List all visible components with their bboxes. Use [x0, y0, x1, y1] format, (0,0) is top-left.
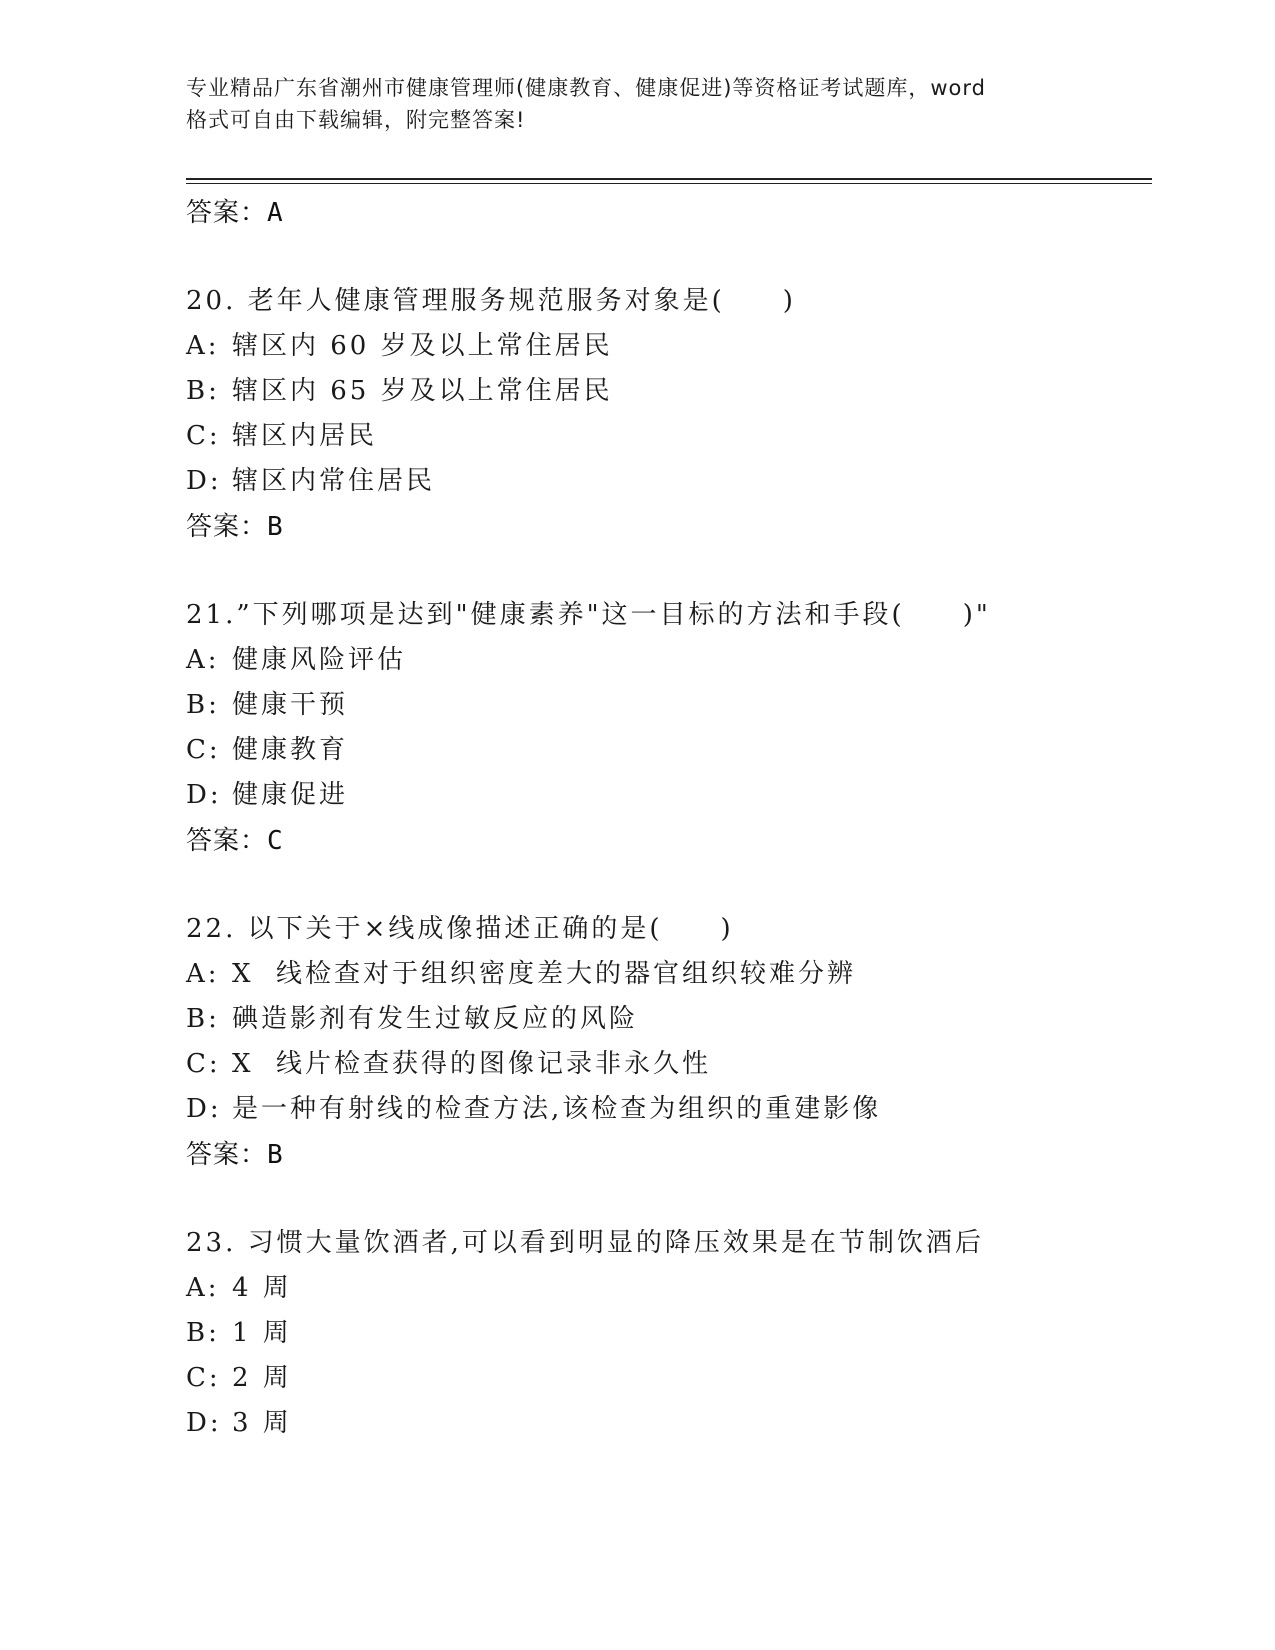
option-text: 健康教育 — [232, 735, 349, 765]
option-text: 碘造影剂有发生过敏反应的风险 — [232, 1004, 639, 1034]
option-key: C: — [186, 735, 221, 765]
option-key: D: — [186, 1094, 222, 1124]
question-option — [186, 1356, 1166, 1401]
option-key: A: — [186, 1273, 220, 1303]
answer-label: 答案： — [186, 512, 268, 542]
question-option — [186, 638, 1166, 683]
header-divider-thick — [186, 178, 1152, 180]
option-text: 1 周 — [232, 1318, 292, 1348]
question-option — [186, 1087, 1166, 1132]
answer-label: 答案： — [186, 198, 268, 228]
answer-value: A — [267, 198, 284, 228]
option-key: D: — [186, 466, 222, 496]
answer-line — [186, 818, 1166, 864]
option-key: C: — [186, 1363, 221, 1393]
answer-line — [186, 504, 1166, 550]
option-key: A: — [186, 645, 220, 675]
option-key: D: — [186, 780, 222, 810]
document-header — [186, 72, 1086, 136]
option-text: 3 周 — [232, 1408, 292, 1438]
answer-line — [186, 1132, 1166, 1178]
question-option — [186, 369, 1166, 414]
question-option — [186, 728, 1166, 773]
option-text: 辖区内 65 岁及以上常住居民 — [232, 376, 613, 406]
answer-value: B — [267, 512, 284, 542]
question-list — [186, 190, 1166, 1446]
question-option — [186, 997, 1166, 1042]
option-key: A: — [186, 959, 220, 989]
option-key: B: — [186, 376, 220, 406]
question-option — [186, 1042, 1166, 1087]
question-option — [186, 1266, 1166, 1311]
header-line-2: 格式可自由下载编辑，附完整答案! — [186, 108, 526, 132]
answer-label: 答案： — [186, 826, 268, 856]
answer-line — [186, 190, 1166, 236]
question-option — [186, 1401, 1166, 1446]
question-option — [186, 324, 1166, 369]
answer-value: C — [267, 826, 284, 856]
option-text: 健康风险评估 — [232, 645, 407, 675]
option-text: 是一种有射线的检查方法,该检查为组织的重建影像 — [232, 1094, 882, 1124]
option-text: 健康促进 — [232, 780, 349, 810]
question-option — [186, 773, 1166, 818]
question-option — [186, 683, 1166, 728]
question-option — [186, 414, 1166, 459]
option-text: 健康干预 — [232, 690, 349, 720]
question-stem: 21.”下列哪项是达到"健康素养"这一目标的方法和手段( )" — [186, 600, 991, 630]
question-block — [186, 906, 1166, 1178]
answer-label: 答案： — [186, 1140, 268, 1170]
option-text: X 线检查对于组织密度差大的器官组织较难分辨 — [232, 959, 857, 989]
option-text: 4 周 — [232, 1273, 292, 1303]
question-block — [186, 278, 1166, 550]
answer-value: B — [267, 1140, 284, 1170]
option-key: B: — [186, 690, 220, 720]
option-key: A: — [186, 331, 220, 361]
question-stem: 20. 老年人健康管理服务规范服务对象是( ) — [186, 286, 796, 316]
option-text: 2 周 — [232, 1363, 292, 1393]
header-line-1: 专业精品广东省潮州市健康管理师(健康教育、健康促进)等资格证考试题库，word — [186, 76, 987, 100]
question-option — [186, 459, 1166, 504]
option-key: B: — [186, 1004, 220, 1034]
question-block — [186, 1220, 1166, 1446]
question-option — [186, 952, 1166, 997]
option-key: B: — [186, 1318, 220, 1348]
question-stem: 23. 习惯大量饮酒者,可以看到明显的降压效果是在节制饮酒后 — [186, 1228, 984, 1258]
question-option — [186, 1311, 1166, 1356]
question-block — [186, 592, 1166, 864]
question-stem: 22. 以下关于×线成像描述正确的是( ) — [186, 914, 734, 944]
option-key: C: — [186, 421, 221, 451]
option-key: C: — [186, 1049, 221, 1079]
option-text: 辖区内居民 — [232, 421, 378, 451]
option-key: D: — [186, 1408, 222, 1438]
option-text: 辖区内常住居民 — [232, 466, 436, 496]
header-divider-thin — [186, 183, 1152, 184]
option-text: 辖区内 60 岁及以上常住居民 — [232, 331, 613, 361]
option-text: X 线片检查获得的图像记录非永久性 — [232, 1049, 712, 1079]
